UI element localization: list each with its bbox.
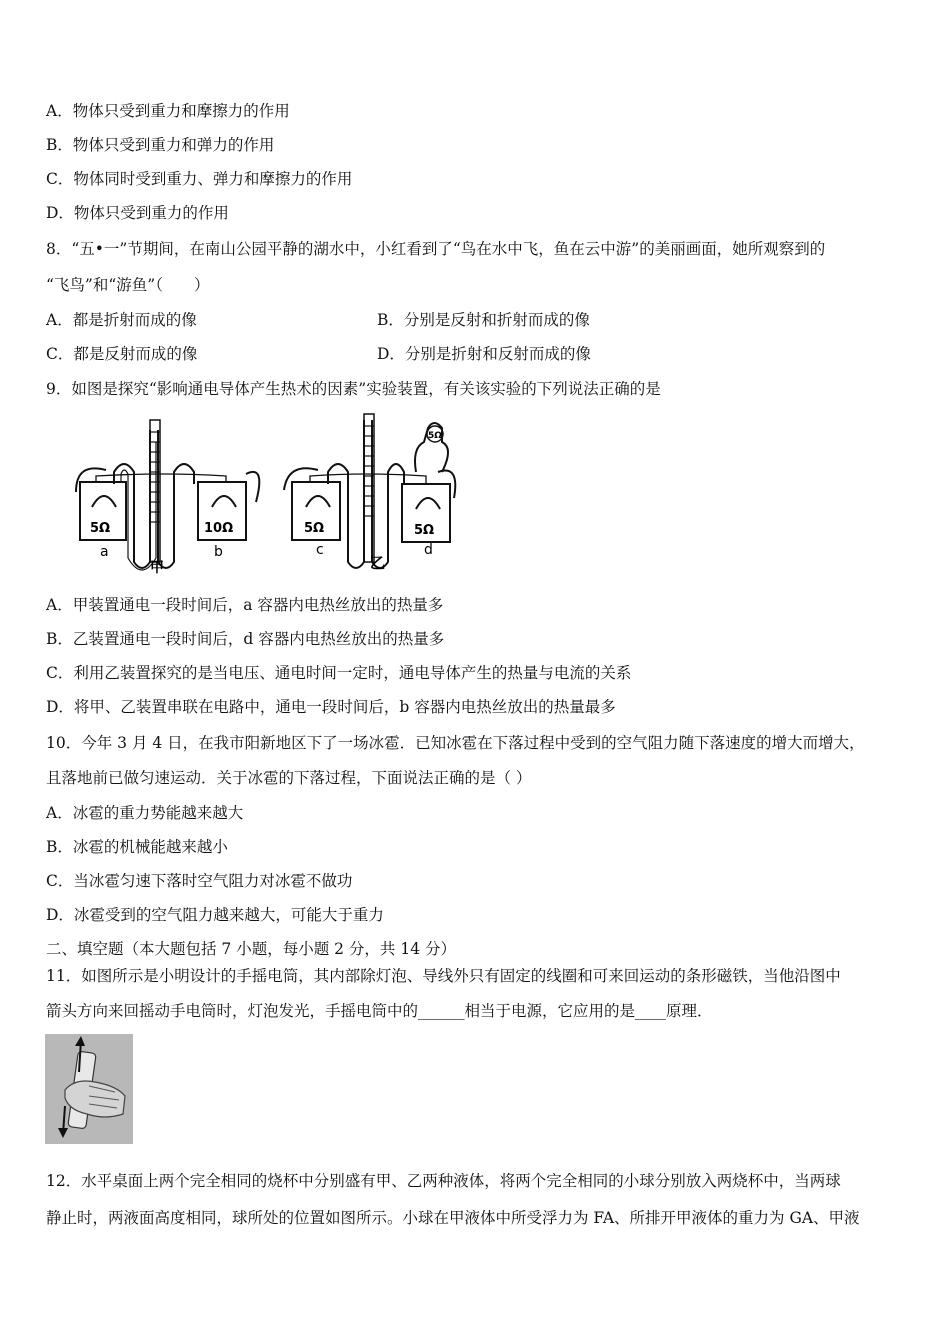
jia-label-b: b: [214, 544, 223, 560]
q12-stem-line2: 静止时，两液面高度相同，球所处的位置如图所示。小球在甲液体中所受浮力为 FA、所排开甲液体的重力为 GA、甲液: [46, 1209, 860, 1227]
q11-flashlight-figure: [45, 1034, 133, 1144]
q10-option-d: D．冰雹受到的空气阻力越来越大，可能大于重力: [46, 906, 384, 924]
q10-option-a: A．冰雹的重力势能越来越大: [46, 804, 244, 822]
jia-label-a: a: [100, 544, 109, 560]
q8-option-c: C．都是反射而成的像: [46, 345, 198, 363]
jia-right-resistor: 10Ω: [204, 521, 234, 536]
yi-right-resistor: 5Ω: [414, 523, 435, 538]
q10-stem-line1: 10．今年 3 月 4 日，在我市阳新地区下了一场冰雹．已知冰雹在下落过程中受到的空气阻力随下落速度的增大而增大，: [46, 734, 865, 752]
q8-stem-line2: “飞鸟”和“游鱼”（ ）: [46, 276, 210, 294]
q10-stem-line2: 且落地前已做匀速运动．关于冰雹的下落过程，下面说法正确的是（ ）: [46, 769, 532, 787]
q10-option-b: B．冰雹的机械能越来越小: [46, 838, 228, 856]
yi-caption: 乙: [370, 554, 386, 572]
yi-label-c: c: [316, 542, 324, 558]
section2-title: 二、填空题（本大题包括 7 小题，每小题 2 分，共 14 分）: [46, 940, 457, 958]
q7-option-d: D．物体只受到重力的作用: [46, 204, 229, 222]
q12-stem-line1: 12．水平桌面上两个完全相同的烧杯中分别盛有甲、乙两种液体，将两个完全相同的小球分别放入两烧杯中，当两球: [46, 1172, 841, 1190]
q7-option-a: A．物体只受到重力和摩擦力的作用: [46, 102, 290, 120]
jia-caption: 甲: [150, 560, 164, 576]
q9-stem: 9．如图是探究“影响通电导体产生热术的因素”实验装置，有关该实验的下列说法正确的是: [46, 380, 661, 398]
q8-stem-line1: 8．“五•一”节期间，在南山公园平静的湖水中，小红看到了“鸟在水中飞，鱼在云中游”的美丽画面，她所观察到的: [46, 240, 826, 258]
q7-option-b: B．物体只受到重力和弹力的作用: [46, 136, 275, 154]
yi-label-d: d: [424, 542, 433, 558]
q9-option-a: A．甲装置通电一段时间后，a 容器内电热丝放出的热量多: [46, 596, 444, 614]
q8-option-a: A．都是折射而成的像: [46, 311, 197, 329]
q9-figure: [66, 412, 476, 577]
yi-left-resistor: 5Ω: [304, 521, 325, 536]
q9-option-c: C．利用乙装置探究的是当电压、通电时间一定时，通电导体产生的热量与电流的关系: [46, 664, 632, 682]
q11-stem-line2: 箭头方向来回摇动手电筒时，灯泡发光，手摇电筒中的______相当于电源，它应用的是____原理．: [46, 1002, 713, 1020]
q10-option-c: C．当冰雹匀速下落时空气阻力对冰雹不做功: [46, 872, 353, 890]
q11-stem-line1: 11．如图所示是小明设计的手摇电筒，其内部除灯泡、导线外只有固定的线圈和可来回运动的条形磁铁，当他沿图中: [46, 967, 841, 985]
yi-extra-resistor: 5Ω: [428, 431, 442, 441]
q8-option-b: B．分别是反射和折射而成的像: [377, 311, 590, 329]
q9-option-d: D．将甲、乙装置串联在电路中，通电一段时间后，b 容器内电热丝放出的热量最多: [46, 698, 616, 716]
jia-left-resistor: 5Ω: [90, 521, 111, 536]
q7-option-c: C．物体同时受到重力、弹力和摩擦力的作用: [46, 170, 353, 188]
q8-option-d: D．分别是折射和反射而成的像: [377, 345, 591, 363]
q9-option-b: B．乙装置通电一段时间后，d 容器内电热丝放出的热量多: [46, 630, 445, 648]
